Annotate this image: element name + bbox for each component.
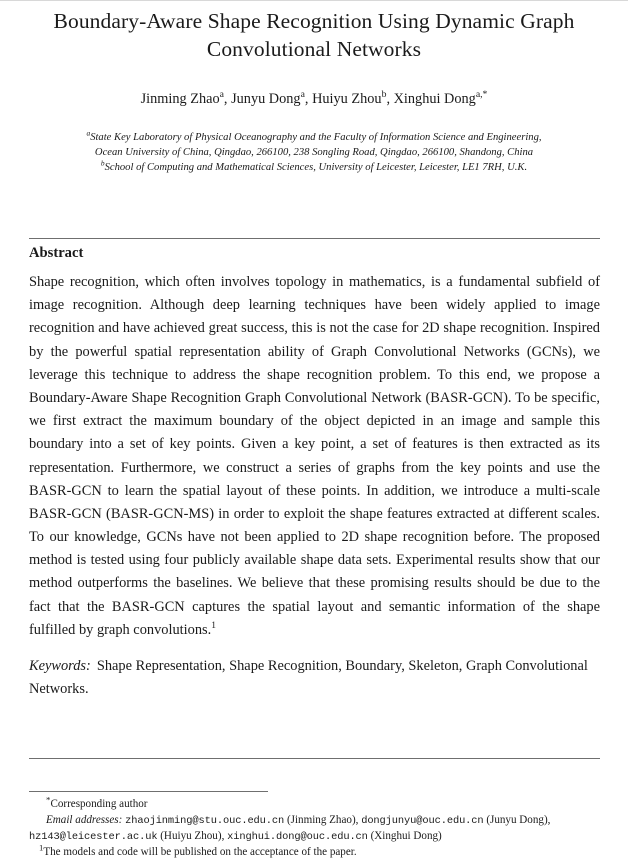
email-owner: (Junyu Dong) xyxy=(486,813,548,826)
title-block xyxy=(0,1,628,175)
page-title: Boundary-Aware Shape Recognition Using Dynamic Graph Convolutional Networks xyxy=(53,9,575,61)
abstract-top-rule xyxy=(29,238,600,239)
author-separator: , xyxy=(304,91,313,108)
keywords-line xyxy=(29,655,600,701)
keywords-text: Shape Representation, Shape Recognition, Boundary, Skeleton, Graph Convolutional Networks. xyxy=(29,658,588,698)
affiliation-a-cont: Ocean University of China, Qingdao, 266100, 238 Songling Road, Qingdao, 266100, Shandong, China xyxy=(94,146,534,158)
abstract-body-copy: Shape recognition, which often involves topology in mathematics, is a fundamental subfield of image recognition. Although deep learning techniques have been widely applied to image recognition and have achieved great success, this is not the case for 2D shape recognition. Inspired by the powerful spatial representation ability of Graph Convolutional Networks (GCNs), we leverage this technique to address the shape recognition problem. To this end, we propose a Boundary-Aware Shape Recognition Graph Convolutional Network (BASR-GCN). To be specific, we first extract the maximum boundary of the object depicted in an image and sample this boundary into a set of key points. Given a key point, a set of features is then extracted as its representation. Furthermore, we construct a series of graphs from the key points and use the BASR-GCN to learn the spatial layout of these points. In addition, we introduce a multi-scale BASR-GCN (BASR-GCN-MS) in order to exploit the shape features extracted at different scales. To our knowledge, GCNs have not been applied to 2D shape recognition before. The proposed method is tested using four publicly available shape data sets. Experimental results show that our method outperforms the baselines. We believe that these promising results should be due to the fact that the BASR-GCN captures the spatial layout and semantic information of the shape fulfilled by graph convolutions. xyxy=(29,274,600,638)
email-link[interactable]: zhaojinming@stu.ouc.edu.cn xyxy=(125,814,285,827)
author-affiliation-marker: a xyxy=(219,89,224,101)
abstract-heading: Abstract xyxy=(29,245,84,261)
abstract-section xyxy=(29,245,600,701)
footnote-emails: Email addresses: zhaojinming@stu.ouc.edu.cn (Jinming Zhao), dongjunyu@ouc.edu.cn (Junyu Dong), hz143@leicester.ac.uk (Huiyu Zhou), xinghui.dong@ouc.edu.cn (Xinghui Dong) xyxy=(29,813,551,843)
keywords-label: Keywords: xyxy=(29,658,91,674)
footnote-star-marker: * xyxy=(46,794,51,805)
author-name: Jinming Zhao xyxy=(140,91,220,108)
email-link[interactable]: dongjunyu@ouc.edu.cn xyxy=(361,814,484,827)
abstract-text xyxy=(29,271,600,642)
author-affiliation-marker: b xyxy=(381,89,387,101)
author-block xyxy=(34,90,594,109)
affiliation-text: School of Computing and Mathematical Sciences, University of Leicester, Leicester, LE1 7RH, U.K. xyxy=(104,161,528,173)
footnote-models xyxy=(29,842,609,861)
affiliation-marker: b xyxy=(100,158,105,168)
affiliation-b xyxy=(48,160,580,175)
footnote-block xyxy=(29,794,609,861)
abstract-footnote-marker: 1 xyxy=(211,621,217,632)
author-affiliation-marker: a xyxy=(300,89,305,101)
footnote-corresponding xyxy=(29,794,609,813)
email-link[interactable]: hz143@leicester.ac.uk xyxy=(29,830,158,843)
author-separator: , xyxy=(386,91,394,108)
footnote-number-marker: 1 xyxy=(39,842,44,853)
affiliation-text: State Key Laboratory of Physical Oceanography and the Faculty of Information Science and Engineering, xyxy=(90,131,542,143)
email-owner: (Xinghui Dong) xyxy=(370,829,442,842)
author-list xyxy=(34,90,594,109)
affiliation-block xyxy=(34,130,594,175)
affiliation-marker: a xyxy=(86,128,91,138)
author-name: Junyu Dong xyxy=(231,91,301,108)
author-separator: , xyxy=(223,91,232,108)
email-addresses-label: Email addresses: xyxy=(46,813,123,826)
author-name: Huiyu Zhou xyxy=(312,91,382,108)
abstract-bottom-rule xyxy=(29,758,600,759)
email-owner: (Huiyu Zhou) xyxy=(160,829,222,842)
author-name: Xinghui Dong xyxy=(393,91,476,108)
footnote-rule xyxy=(29,791,268,792)
email-link[interactable]: xinghui.dong@ouc.edu.cn xyxy=(227,830,368,843)
author-corresponding-marker: a,* xyxy=(475,89,488,101)
footnote-models-text: The models and code will be published on the acceptance of the paper. xyxy=(43,845,357,858)
footnote-corresponding-text: Corresponding author xyxy=(50,798,148,810)
affiliation-a xyxy=(48,130,580,145)
email-owner: (Jinming Zhao) xyxy=(286,813,356,826)
